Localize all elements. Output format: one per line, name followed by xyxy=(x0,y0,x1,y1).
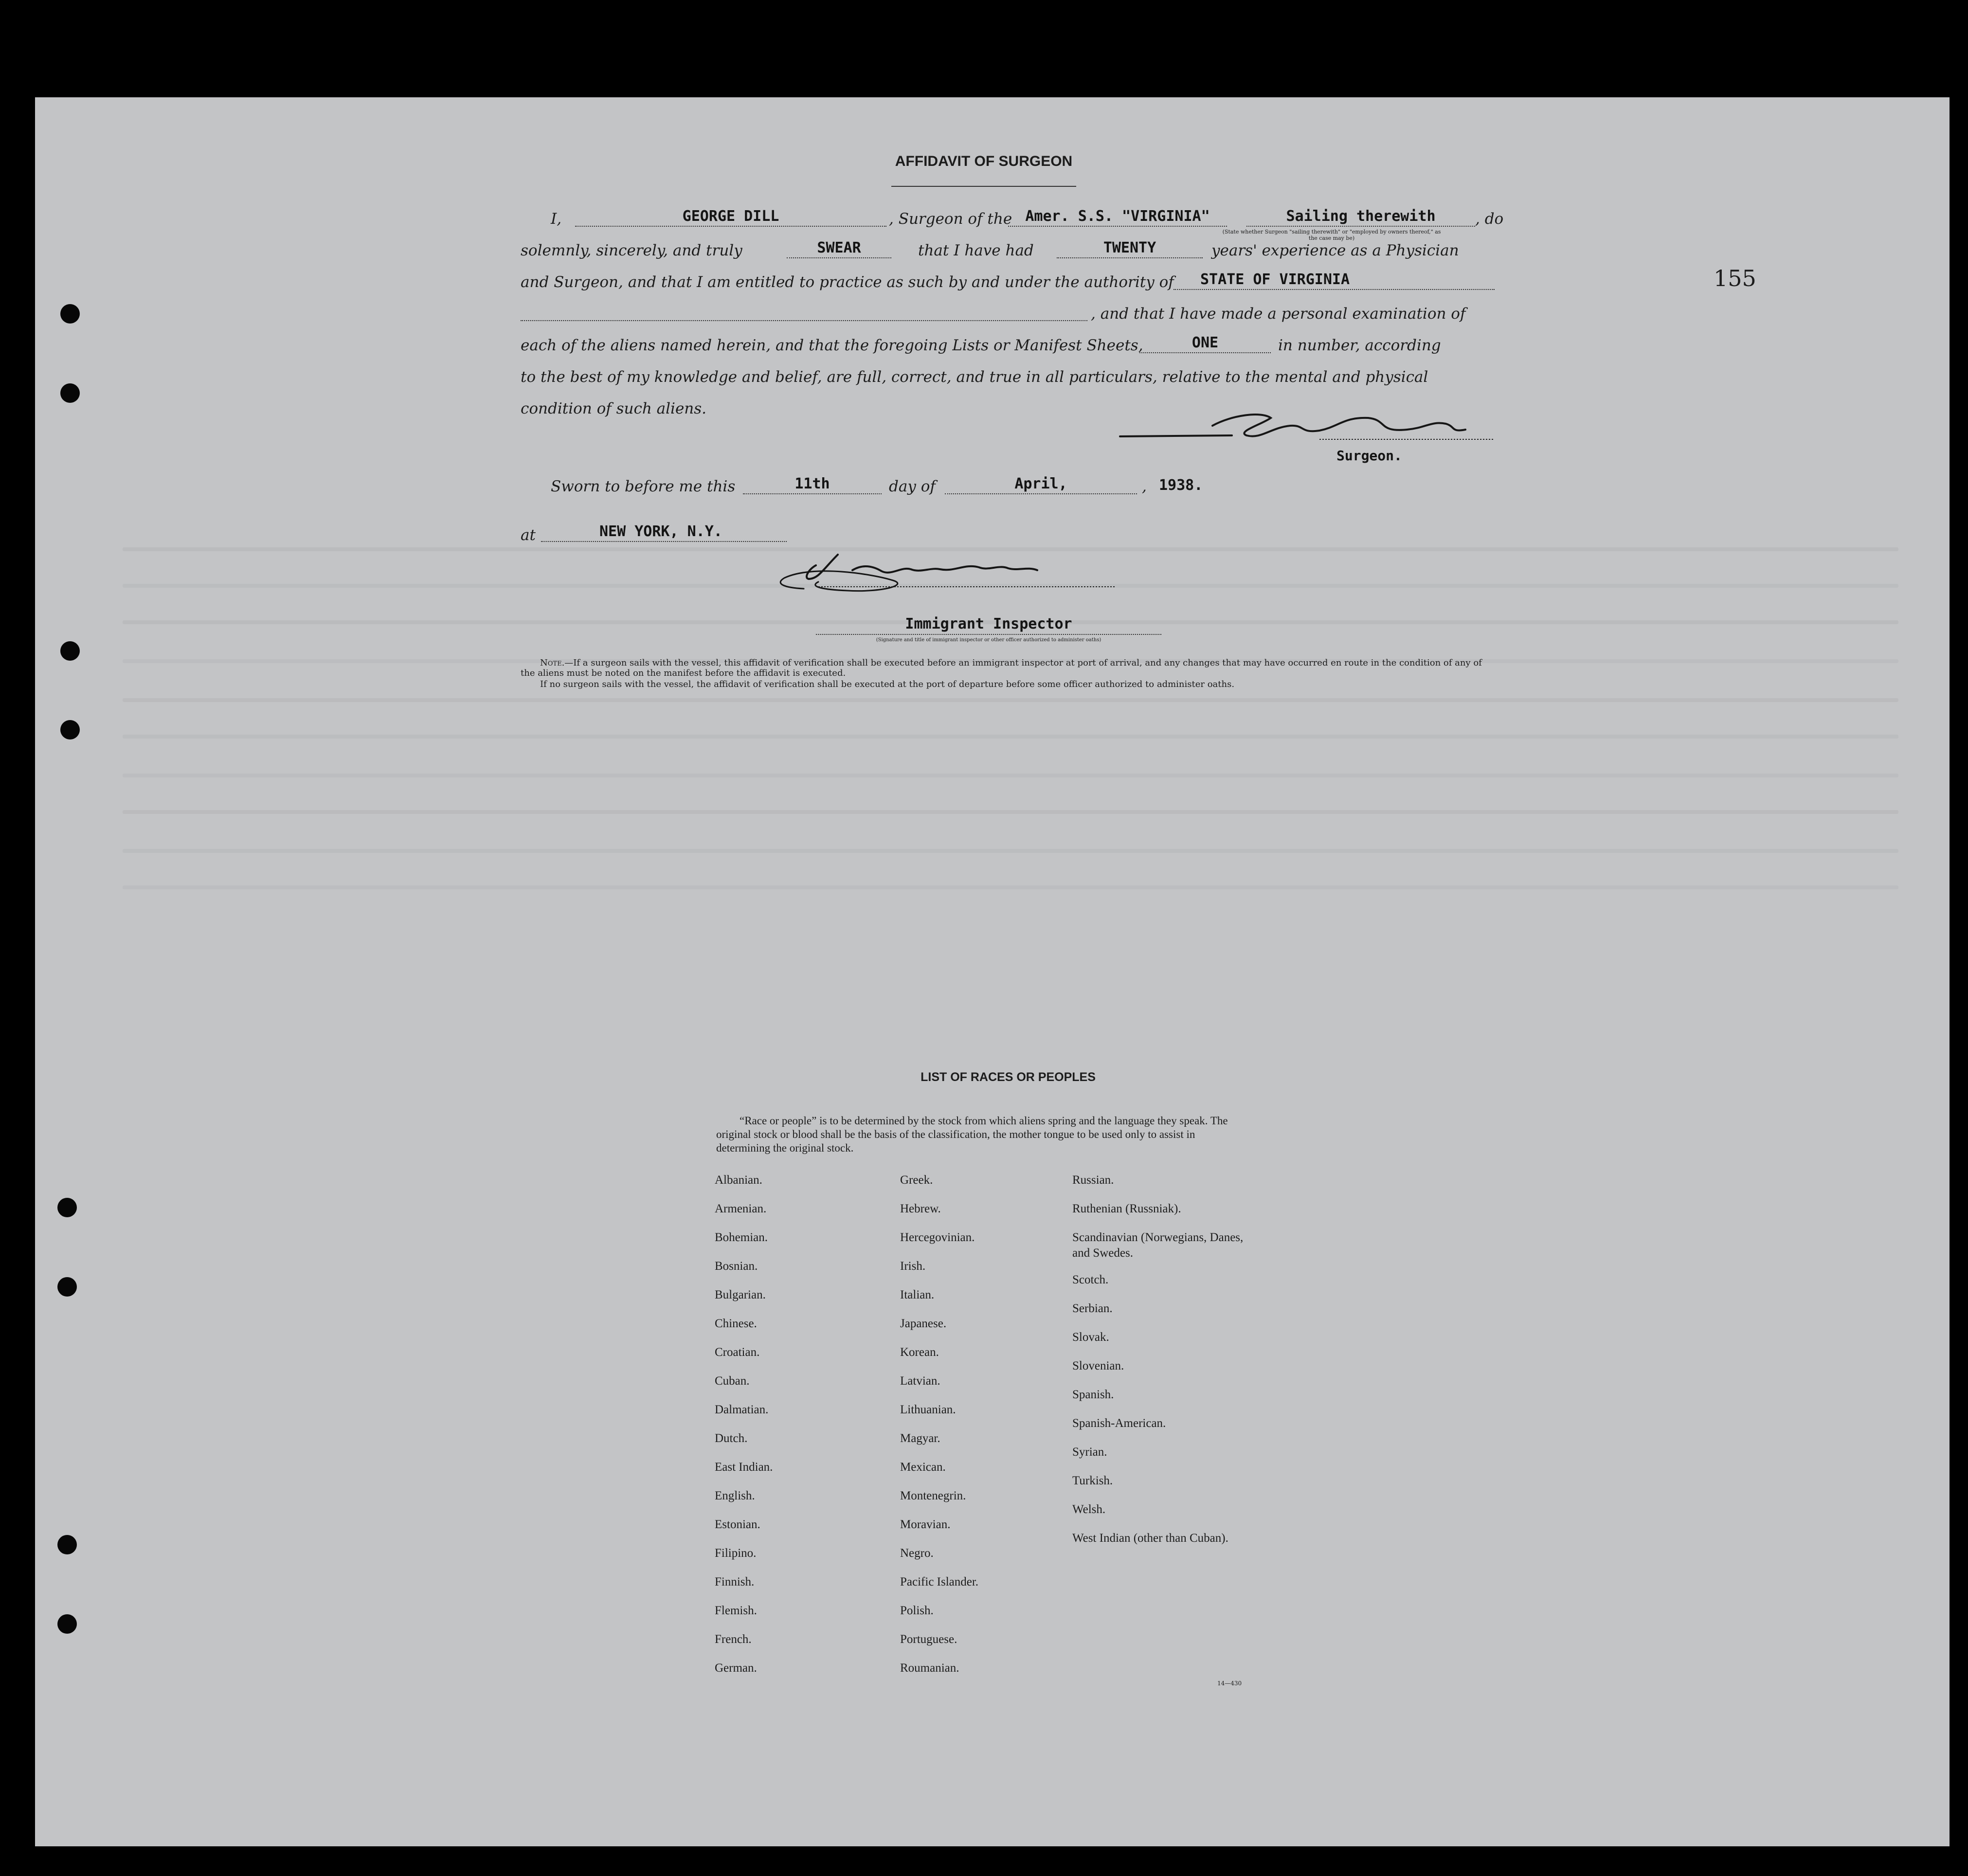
race-item: Welsh. xyxy=(1072,1503,1106,1516)
race-item: Flemish. xyxy=(715,1604,757,1617)
form-number: 14—430 xyxy=(1217,1680,1242,1687)
punch-hole xyxy=(60,720,80,740)
text-have-had: that I have had xyxy=(918,242,1034,259)
inspector-note: (Signature and title of immigrant inspector or other officer authorized to administer oaths) xyxy=(876,637,1101,643)
text-surgeon-of: , Surgeon of the xyxy=(889,210,1012,228)
place-field xyxy=(541,524,787,542)
text-sworn: Sworn to before me this xyxy=(551,478,736,495)
race-item: Latvian. xyxy=(900,1374,940,1388)
document-sheet xyxy=(35,97,1950,1846)
race-item: Dutch. xyxy=(715,1432,748,1445)
race-item: Mexican. xyxy=(900,1461,946,1474)
race-item: Roumanian. xyxy=(900,1661,959,1675)
day-value: 11th xyxy=(794,475,830,492)
years-field xyxy=(1057,241,1203,258)
race-item: Scotch. xyxy=(1072,1273,1109,1286)
races-title: LIST OF RACES OR PEOPLES xyxy=(921,1070,1096,1084)
race-item: Croatian. xyxy=(715,1346,760,1359)
sheets-value: ONE xyxy=(1192,334,1219,351)
race-item: Estonian. xyxy=(715,1518,760,1531)
text-each-of: each of the aliens named herein, and that the foregoing Lists or Manifest Sheets, xyxy=(521,337,1143,354)
surgeon-label: Surgeon. xyxy=(1336,448,1402,464)
punch-hole xyxy=(60,304,80,324)
inspector-signature xyxy=(726,550,1125,603)
month-field xyxy=(945,477,1137,494)
place-value: NEW YORK, N.Y. xyxy=(599,523,722,540)
race-item: Hercegovinian. xyxy=(900,1231,975,1244)
note-lead: Note. xyxy=(540,658,565,668)
text-best: to the best of my knowledge and belief, are full, correct, and true in all particulars, relative to the mental and physical xyxy=(521,368,1428,386)
text-and-surgeon: and Surgeon, and that I am entitled to practice as such by and under the authority of xyxy=(521,273,1174,291)
race-item: Montenegrin. xyxy=(900,1489,966,1502)
text-solemnly: solemnly, sincerely, and truly xyxy=(521,242,742,259)
inspector-title: Immigrant Inspector xyxy=(905,615,1072,632)
punch-hole xyxy=(60,641,80,661)
punch-hole xyxy=(60,383,80,403)
race-item: Bosnian. xyxy=(715,1260,758,1273)
text-comma: , xyxy=(1142,478,1147,495)
race-item: Dalmatian. xyxy=(715,1403,769,1416)
oath-field xyxy=(787,241,891,258)
year-value: 1938. xyxy=(1159,477,1203,494)
authority-value: STATE OF VIRGINIA xyxy=(1200,271,1350,288)
race-item: Turkish. xyxy=(1072,1474,1113,1487)
race-item: Portuguese. xyxy=(900,1633,957,1646)
page-number: 155 xyxy=(1714,265,1756,291)
race-item: Finnish. xyxy=(715,1575,755,1588)
race-item: Italian. xyxy=(900,1288,935,1301)
race-item: Albanian. xyxy=(715,1173,762,1187)
text-day-of: day of xyxy=(889,478,936,495)
punch-hole xyxy=(57,1614,77,1634)
race-item: Spanish-American. xyxy=(1072,1417,1166,1430)
race-item: Scandinavian (Norwegians, Danes, and Swedes. xyxy=(1072,1231,1244,1260)
note-surgeon-sails xyxy=(521,658,1489,678)
race-item: Pacific Islander. xyxy=(900,1575,979,1588)
race-item: Korean. xyxy=(900,1346,939,1359)
race-item: Irish. xyxy=(900,1260,926,1273)
race-item: Armenian. xyxy=(715,1202,767,1215)
authority-field xyxy=(1174,272,1495,290)
race-item: Moravian. xyxy=(900,1518,951,1531)
race-item: Syrian. xyxy=(1072,1445,1107,1459)
authority-continuation-field xyxy=(521,304,1087,321)
note-text: —If a surgeon sails with the vessel, this affidavit of verification shall be executed before an immigrant inspector at port of arrival, and any changes that may have occurred en route in the condition of any of the aliens must be noted on the manifest before the affidavit is executed. xyxy=(521,658,1482,678)
race-item: English. xyxy=(715,1489,755,1502)
sailing-status-value: Sailing therewith xyxy=(1286,208,1436,225)
race-item: Spanish. xyxy=(1072,1388,1114,1401)
affidavit-title: AFFIDAVIT OF SURGEON xyxy=(895,153,1073,169)
text-exam: , and that I have made a personal examination of xyxy=(1091,305,1466,323)
race-item: French. xyxy=(715,1633,752,1646)
race-item: Polish. xyxy=(900,1604,934,1617)
text-at: at xyxy=(521,526,536,544)
races-intro: “Race or people” is to be determined by the stock from which aliens spring and the language they speak. The original stock or blood shall be the basis of the classification, the mother tongue to be used only to assist in determining the original stock. xyxy=(716,1115,1228,1154)
race-item: Filipino. xyxy=(715,1547,757,1560)
surgeon-name-value: GEORGE DILL xyxy=(682,208,779,225)
text-condition: condition of such aliens. xyxy=(521,400,707,417)
race-item: Bohemian. xyxy=(715,1231,768,1244)
surgeon-signature xyxy=(1115,406,1504,450)
race-item: Slovak. xyxy=(1072,1331,1109,1344)
race-item: Japanese. xyxy=(900,1317,947,1330)
punch-hole xyxy=(57,1277,77,1297)
sheets-field xyxy=(1139,336,1271,353)
race-item: Greek. xyxy=(900,1173,933,1187)
race-item: German. xyxy=(715,1661,757,1675)
vessel-value: Amer. S.S. "VIRGINIA" xyxy=(1025,208,1210,225)
race-item: Russian. xyxy=(1072,1173,1114,1187)
punch-hole xyxy=(57,1198,77,1217)
month-value: April, xyxy=(1014,475,1067,492)
race-item: Slovenian. xyxy=(1072,1359,1124,1372)
race-item: Ruthenian (Russniak). xyxy=(1072,1202,1181,1215)
text-years: years' experience as a Physician xyxy=(1211,242,1459,259)
race-item: Chinese. xyxy=(715,1317,757,1330)
race-item: East Indian. xyxy=(715,1461,773,1474)
text-do: , do xyxy=(1475,210,1504,228)
race-item: Serbian. xyxy=(1072,1302,1113,1315)
sailing-note: (State whether Surgeon "sailing therewith" or "employed by owners thereof," as the case may be) xyxy=(1222,229,1441,241)
race-item: Magyar. xyxy=(900,1432,940,1445)
race-item: West Indian (other than Cuban). xyxy=(1072,1532,1228,1545)
oath-value: SWEAR xyxy=(817,239,861,256)
vessel-field xyxy=(1008,209,1227,227)
inspector-rule xyxy=(816,634,1161,635)
race-item: Cuban. xyxy=(715,1374,750,1388)
day-field xyxy=(743,477,882,494)
race-item: Negro. xyxy=(900,1547,934,1560)
text-i: I, xyxy=(551,210,562,228)
race-item: Hebrew. xyxy=(900,1202,941,1215)
text-in-number: in number, according xyxy=(1278,337,1441,354)
race-item: Lithuanian. xyxy=(900,1403,956,1416)
title-rule xyxy=(891,186,1076,187)
punch-hole xyxy=(57,1535,77,1554)
surgeon-name-field xyxy=(575,209,886,227)
sailing-status-field xyxy=(1246,209,1475,227)
years-value: TWENTY xyxy=(1103,239,1156,256)
note-no-surgeon: If no surgeon sails with the vessel, the affidavit of verification shall be executed at the port of departure before some officer authorized to administer oaths. xyxy=(540,679,1235,689)
race-item: Bulgarian. xyxy=(715,1288,766,1301)
